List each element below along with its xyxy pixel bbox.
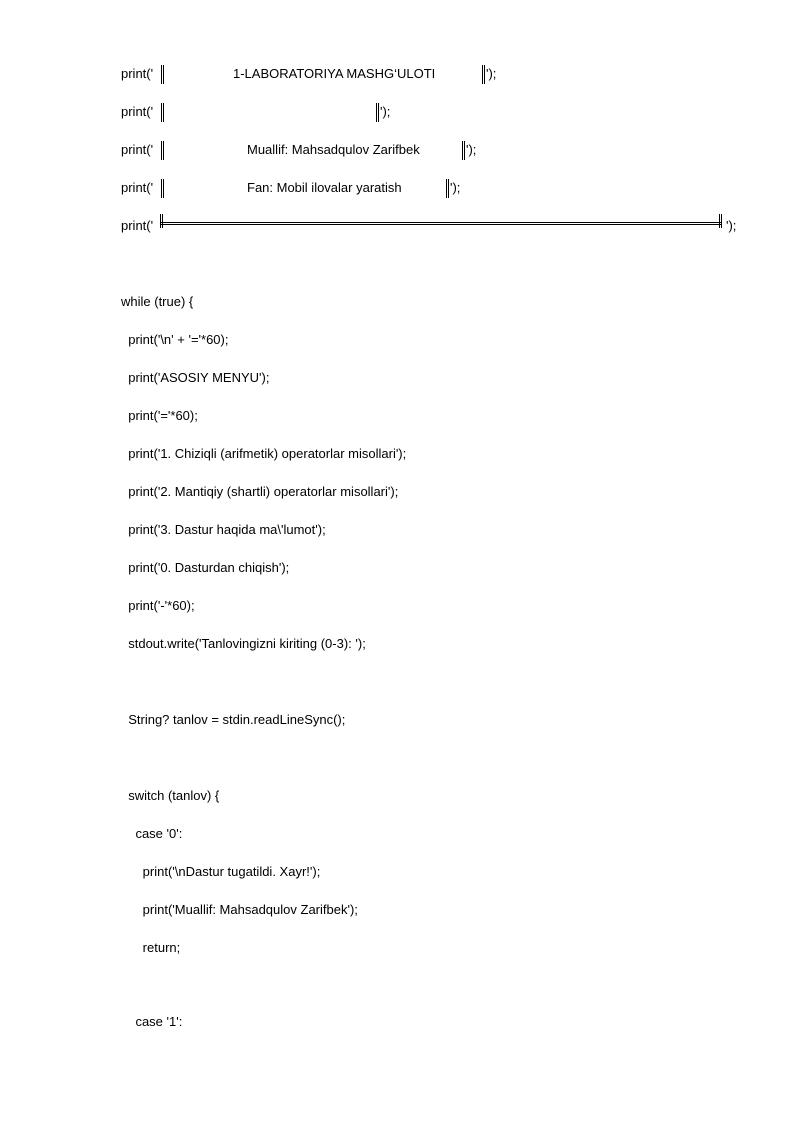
box-vertical-bar — [446, 179, 449, 198]
code-line: case '1': — [121, 1014, 183, 1029]
code-text: '); — [380, 104, 391, 119]
code-line: stdout.write('Tanlovingizni kiriting (0-3): '); — [121, 636, 366, 651]
code-text: print(' — [121, 142, 154, 157]
box-vertical-bar — [161, 65, 164, 84]
code-line: print('\n' + '='*60); — [121, 332, 229, 347]
header-author: Muallif: Mahsadqulov Zarifbek — [247, 142, 420, 157]
box-vertical-bar — [161, 179, 164, 198]
box-vertical-bar — [161, 141, 164, 160]
code-line: print('ASOSIY MENYU'); — [121, 370, 270, 385]
code-line: print('-'*60); — [121, 598, 195, 613]
code-line: print('2. Mantiqiy (shartli) operatorlar misollari'); — [121, 484, 399, 499]
code-text: print(' — [121, 180, 154, 195]
box-vertical-bar — [376, 103, 379, 122]
code-line: while (true) { — [121, 294, 194, 309]
box-vertical-bar — [462, 141, 465, 160]
code-line: String? tanlov = stdin.readLineSync(); — [121, 712, 346, 727]
code-line: switch (tanlov) { — [121, 788, 220, 803]
code-text: '); — [450, 180, 461, 195]
header-subject: Fan: Mobil ilovalar yaratish — [247, 180, 402, 195]
code-line: print('0. Dasturdan chiqish'); — [121, 560, 290, 575]
code-line: print('='*60); — [121, 408, 198, 423]
code-text: print(' — [121, 104, 154, 119]
code-line: print('\nDastur tugatildi. Xayr!'); — [121, 864, 321, 879]
box-vertical-bar — [482, 65, 485, 84]
code-line: return; — [121, 940, 181, 955]
code-text: print(' — [121, 218, 154, 233]
code-line: print('Muallif: Mahsadqulov Zarifbek'); — [121, 902, 358, 917]
code-text: print(' — [121, 66, 154, 81]
code-text: '); — [486, 66, 497, 81]
header-title: 1-LABORATORIYA MASHG‘ULOTI — [233, 66, 436, 81]
code-line: print('1. Chiziqli (arifmetik) operatorlar misollari'); — [121, 446, 407, 461]
code-line: print('3. Dastur haqida ma\'lumot'); — [121, 522, 326, 537]
code-text: '); — [466, 142, 477, 157]
code-line: case '0': — [121, 826, 183, 841]
code-text: '); — [726, 218, 737, 233]
box-bottom-border — [160, 214, 722, 228]
box-vertical-bar — [161, 103, 164, 122]
